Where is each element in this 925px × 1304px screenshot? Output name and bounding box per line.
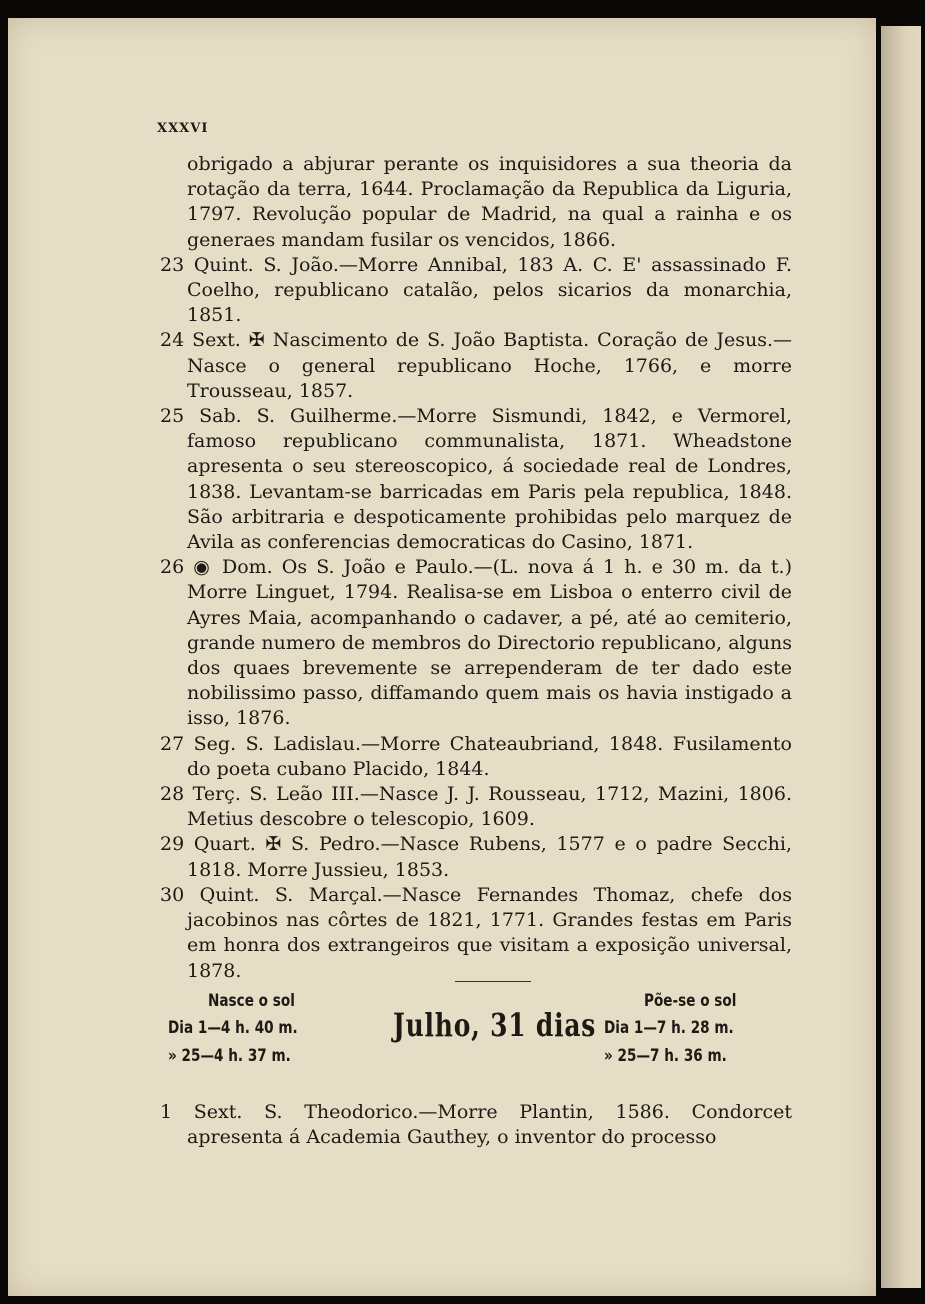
entry-day-29: 29 Quart. ✠ S. Pedro.—Nasce Rubens, 1577 e o padre Secchi, 1818. Morre Jussieu, 1853. [160,833,792,881]
sunrise-header: Nasce o sol [208,991,295,1011]
entry-day-28: 28 Terç. S. Leão III.—Nasce J. J. Rousseau, 1712, Mazini, 1806. Metius descobre o telescopio, 1609. [160,783,792,831]
month-title: Julho, 31 dias [393,1006,597,1044]
sunrise-row-1: Dia 1—4 h. 40 m. [168,1018,298,1038]
calendar-entries-june [160,152,792,984]
sunset-header: Põe-se o sol [644,991,737,1011]
sunset-row-1: Dia 1—7 h. 28 m. [604,1018,734,1038]
entry-continuation: obrigado a abjurar perante os inquisidores a sua theoria da rotação da terra, 1644. Proclamação da Republica da Liguria, 1797. Revolução popular de Madrid, na qual a rainha e os generaes mandam fusilar os vencidos, 1866. [187,153,792,251]
sun-times-table [168,988,798,1080]
sunrise-column [168,988,330,1070]
entry-day-30: 30 Quint. S. Marçal.—Nasce Fernandes Thomaz, chefe dos jacobinos nas côrtes de 1821, 1771. Grandes festas em Paris em honra dos extrangeiros que visitam a exposição universal, 1878. [160,883,792,982]
entry-day-26: 26 ◉ Dom. Os S. João e Paulo.—(L. nova á 1 h. e 30 m. da t.) Morre Linguet, 1794. Realisa-se em Lisboa o enterro civil de Ayres Maia, acompanhando o cadaver, a pé, até ao cemiterio, grande numero de membros do Directorio republicano, alguns dos quaes brevemente se arrependeram de ter dado este nobilissimo passo, diffamando quem mais os havia instigado a isso, 1876. [160,556,792,730]
sunset-column [604,988,766,1070]
entry-day-23: 23 Quint. S. João.—Morre Annibal, 183 A. C. E' assassinado F. Coelho, republicano catalão, pelos sicarios da monarchia, 1851. [160,253,792,327]
entry-day-27: 27 Seg. S. Ladislau.—Morre Chateaubriand, 1848. Fusilamento do poeta cubano Placido, 1844. [160,732,792,780]
section-divider [455,981,531,982]
entry-day-24: 24 Sext. ✠ Nascimento de S. João Baptista. Coração de Jesus.—Nasce o general republicano Hoche, 1766, e morre Trousseau, 1857. [160,329,792,402]
calendar-entries-july [160,1100,792,1150]
entry-day-25: 25 Sab. S. Guilherme.—Morre Sismundi, 1842, e Vermorel, famoso republicano communalista, 1871. Wheadstone apresenta o seu stereoscopico, á sociedade real de Londres, 1838. Levantam-se barricadas em Paris pela republica, 1848. São arbitraria e despoticamente prohibidas pelo marquez de Avila as conferencias democraticas do Casino, 1871. [160,405,792,554]
sunset-row-25: » 25—7 h. 36 m. [604,1046,727,1066]
sunrise-row-25: » 25—4 h. 37 m. [168,1046,291,1066]
page-number: XXXVI [157,121,209,136]
entry-july-day-1: 1 Sext. S. Theodorico.—Morre Plantin, 1586. Condorcet apresenta á Academia Gauthey, o inventor do processo [160,1101,792,1149]
